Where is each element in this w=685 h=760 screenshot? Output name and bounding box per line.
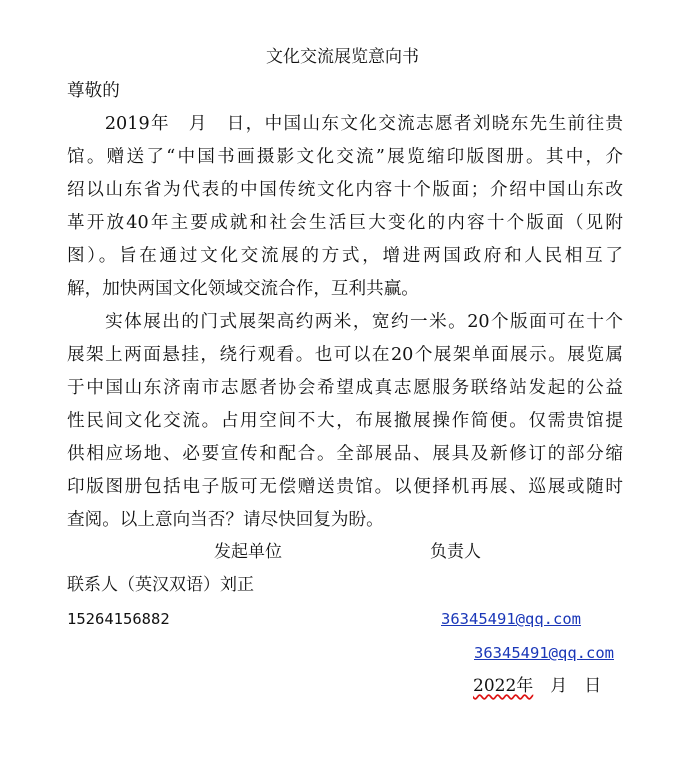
email-link-2[interactable]: 36345491@qq.com (474, 644, 614, 662)
paragraph-line: 2019年 月 日，中国山东文化交流志愿者刘晓东先生前往贵 (67, 114, 623, 134)
phone-number: 15264156882 (67, 610, 170, 628)
paragraph-line: 展架上两面悬挂，绕行观看。也可以在20个展架单面展示。展览属 (67, 345, 623, 365)
responsible-label: 负责人 (430, 542, 481, 562)
document-title: 文化交流展览意向书 (266, 47, 419, 67)
salutation: 尊敬的 (67, 81, 120, 101)
date-year: 2022年 (473, 676, 534, 696)
date-month-day: 月 日 (533, 676, 602, 696)
paragraph-line: 印版图册包括电子版可无偿赠送贵馆。以便择机再展、巡展或随时 (67, 477, 623, 497)
email-link-1[interactable]: 36345491@qq.com (441, 610, 581, 628)
signature-date (473, 671, 601, 701)
contact-person: 联系人（英汉双语）刘正 (67, 575, 254, 595)
paragraph-line: 解，加快两国文化领域交流合作，互利共赢。 (67, 279, 419, 299)
paragraph-line: 图）。旨在通过文化交流展的方式，增进两国政府和人民相互了 (67, 246, 623, 266)
paragraph-line: 绍以山东省为代表的中国传统文化内容十个版面；介绍中国山东改 (67, 180, 623, 200)
paragraph-line: 性民间文化交流。占用空间不大，布展撤展操作简便。仅需贵馆提 (67, 411, 623, 431)
paragraph-line: 供相应场地、必要宣传和配合。全部展品、展具及新修订的部分缩 (67, 444, 623, 464)
paragraph-line: 查阅。以上意向当否？请尽快回复为盼。 (67, 510, 384, 530)
paragraph-line: 革开放40年主要成就和社会生活巨大变化的内容十个版面（见附 (67, 213, 623, 233)
initiator-label: 发起单位 (214, 542, 282, 562)
paragraph-line: 馆。赠送了“中国书画摄影文化交流”展览缩印版图册。其中，介 (67, 147, 623, 167)
paragraph-line: 实体展出的门式展架高约两米，宽约一米。20个版面可在十个 (67, 312, 623, 332)
paragraph-line: 于中国山东济南市志愿者协会希望成真志愿服务联络站发起的公益 (67, 378, 623, 398)
